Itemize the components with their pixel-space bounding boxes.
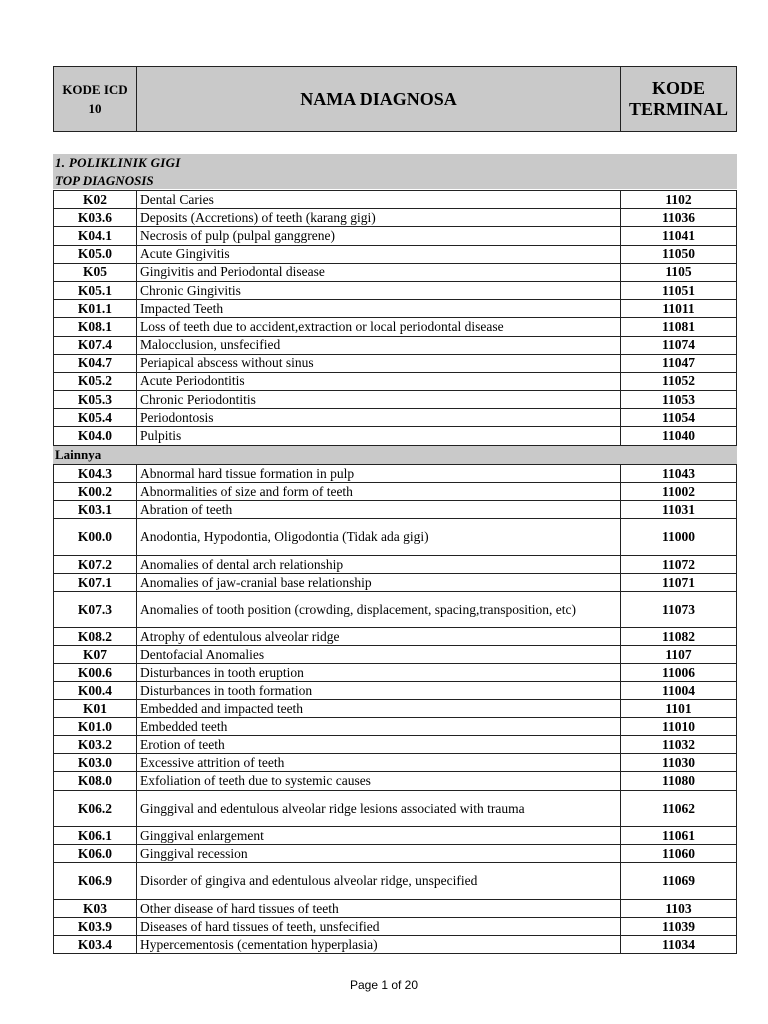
table-row [54, 427, 737, 445]
terminal-code: 11047 [621, 354, 737, 372]
terminal-code: 11032 [621, 736, 737, 754]
table-row [54, 263, 737, 281]
table-row [54, 772, 737, 791]
diagnosis-name: Disturbances in tooth eruption [137, 664, 621, 682]
diagnosis-name: Ginggival recession [137, 845, 621, 863]
terminal-code: 11053 [621, 391, 737, 409]
table-row [54, 519, 737, 556]
icd-code: K00.6 [54, 664, 137, 682]
page-number: Page 1 of 20 [349, 978, 419, 992]
table-row [54, 501, 737, 519]
terminal-code: 11051 [621, 281, 737, 299]
terminal-code: 11061 [621, 827, 737, 845]
icd-code: K05.3 [54, 391, 137, 409]
table-row [54, 700, 737, 718]
diagnosis-name: Diseases of hard tissues of teeth, unsfecified [137, 918, 621, 936]
icd-code: K00.2 [54, 483, 137, 501]
diagnosis-name: Ginggival and edentulous alveolar ridge lesions associated with trauma [137, 791, 621, 827]
header-kode-icd: KODE ICD 10 [54, 67, 137, 131]
icd-code: K03.4 [54, 936, 137, 954]
table-row [54, 465, 737, 483]
diagnosis-name: Impacted Teeth [137, 300, 621, 318]
diagnosis-name: Loss of teeth due to accident,extraction or local periodontal disease [137, 318, 621, 336]
terminal-code: 11004 [621, 682, 737, 700]
table-row [54, 372, 737, 390]
table-row [54, 845, 737, 863]
terminal-code: 11073 [621, 592, 737, 628]
table-row [54, 318, 737, 336]
diagnosis-name: Pulpitis [137, 427, 621, 445]
header-nama-diagnosa: NAMA DIAGNOSA [300, 88, 457, 109]
header-kode-terminal: KODE TERMINAL [620, 67, 736, 131]
table-row [54, 936, 737, 954]
terminal-code: 1101 [621, 700, 737, 718]
table-row [54, 209, 737, 227]
table-row [54, 918, 737, 936]
terminal-code: 11074 [621, 336, 737, 354]
table-row [54, 281, 737, 299]
icd-code: K08.1 [54, 318, 137, 336]
icd-code: K06.2 [54, 791, 137, 827]
icd-code: K03 [54, 900, 137, 918]
icd-code: K06.0 [54, 845, 137, 863]
table-row [54, 664, 737, 682]
icd-code: K01.1 [54, 300, 137, 318]
terminal-code: 11031 [621, 501, 737, 519]
icd-code: K02 [54, 191, 137, 209]
table-row [54, 827, 737, 845]
terminal-code: 11000 [621, 519, 737, 556]
top-diagnosis-label: TOP DIAGNOSIS [53, 172, 737, 189]
terminal-code: 11062 [621, 791, 737, 827]
diagnosis-name: Dentofacial Anomalies [137, 646, 621, 664]
icd-code: K05.2 [54, 372, 137, 390]
icd-code: K03.1 [54, 501, 137, 519]
diagnosis-name: Disorder of gingiva and edentulous alveolar ridge, unspecified [137, 863, 621, 900]
icd-code: K03.0 [54, 754, 137, 772]
icd-code: K07.4 [54, 336, 137, 354]
diagnosis-name: Anomalies of dental arch relationship [137, 556, 621, 574]
table-row [54, 574, 737, 592]
table-row [54, 900, 737, 918]
icd-code: K07.1 [54, 574, 137, 592]
diagnosis-name: Other disease of hard tissues of teeth [137, 900, 621, 918]
diagnosis-name: Atrophy of edentulous alveolar ridge [137, 628, 621, 646]
icd-code: K07.2 [54, 556, 137, 574]
terminal-code: 11006 [621, 664, 737, 682]
terminal-code: 11071 [621, 574, 737, 592]
terminal-code: 11036 [621, 209, 737, 227]
diagnosis-name: Deposits (Accretions) of teeth (karang gigi) [137, 209, 621, 227]
terminal-code: 11060 [621, 845, 737, 863]
diagnosis-name: Acute Periodontitis [137, 372, 621, 390]
other-diagnosis-table [53, 464, 737, 954]
table-row [54, 409, 737, 427]
icd-code: K01.0 [54, 718, 137, 736]
icd-code: K00.0 [54, 519, 137, 556]
terminal-code: 11082 [621, 628, 737, 646]
table-row [54, 592, 737, 628]
terminal-code: 11052 [621, 372, 737, 390]
terminal-code: 11081 [621, 318, 737, 336]
diagnosis-name: Abnormalities of size and form of teeth [137, 483, 621, 501]
icd-code: K05.0 [54, 245, 137, 263]
icd-code: K04.3 [54, 465, 137, 483]
diagnosis-name: Periapical abscess without sinus [137, 354, 621, 372]
terminal-code: 11010 [621, 718, 737, 736]
icd-code: K07.3 [54, 592, 137, 628]
terminal-code: 11040 [621, 427, 737, 445]
diagnosis-name: Abnormal hard tissue formation in pulp [137, 465, 621, 483]
icd-code: K03.2 [54, 736, 137, 754]
diagnosis-name: Gingivitis and Periodontal disease [137, 263, 621, 281]
table-row [54, 191, 737, 209]
top-diagnosis-table [53, 190, 737, 446]
diagnosis-name: Anomalies of tooth position (crowding, displacement, spacing,transposition, etc) [137, 592, 621, 628]
table-header [53, 66, 737, 132]
icd-code: K06.9 [54, 863, 137, 900]
diagnosis-name: Hypercementosis (cementation hyperplasia) [137, 936, 621, 954]
terminal-code: 11072 [621, 556, 737, 574]
diagnosis-name: Embedded teeth [137, 718, 621, 736]
diagnosis-name: Exfoliation of teeth due to systemic causes [137, 772, 621, 791]
terminal-code: 11054 [621, 409, 737, 427]
diagnosis-name: Ginggival enlargement [137, 827, 621, 845]
terminal-code: 1103 [621, 900, 737, 918]
other-diagnosis-label: Lainnya [53, 446, 737, 464]
icd-code: K08.2 [54, 628, 137, 646]
icd-code: K01 [54, 700, 137, 718]
terminal-code: 11069 [621, 863, 737, 900]
table-row [54, 483, 737, 501]
table-row [54, 227, 737, 245]
table-row [54, 391, 737, 409]
diagnosis-name: Erotion of teeth [137, 736, 621, 754]
terminal-code: 11080 [621, 772, 737, 791]
icd-code: K03.6 [54, 209, 137, 227]
terminal-code: 11002 [621, 483, 737, 501]
icd-code: K04.1 [54, 227, 137, 245]
table-row [54, 718, 737, 736]
table-row [54, 682, 737, 700]
icd-code: K04.7 [54, 354, 137, 372]
diagnosis-name: Disturbances in tooth formation [137, 682, 621, 700]
icd-code: K06.1 [54, 827, 137, 845]
table-row [54, 336, 737, 354]
diagnosis-name: Anomalies of jaw-cranial base relationship [137, 574, 621, 592]
terminal-code: 11041 [621, 227, 737, 245]
table-row [54, 556, 737, 574]
table-row [54, 646, 737, 664]
table-row [54, 791, 737, 827]
terminal-code: 1107 [621, 646, 737, 664]
terminal-code: 11011 [621, 300, 737, 318]
terminal-code: 11050 [621, 245, 737, 263]
table-row [54, 300, 737, 318]
diagnosis-name: Chronic Periodontitis [137, 391, 621, 409]
icd-code: K05.1 [54, 281, 137, 299]
diagnosis-name: Malocclusion, unsfecified [137, 336, 621, 354]
diagnosis-name: Embedded and impacted teeth [137, 700, 621, 718]
icd-code: K00.4 [54, 682, 137, 700]
diagnosis-name: Chronic Gingivitis [137, 281, 621, 299]
icd-code: K05 [54, 263, 137, 281]
terminal-code: 1102 [621, 191, 737, 209]
diagnosis-name: Dental Caries [137, 191, 621, 209]
table-row [54, 754, 737, 772]
diagnosis-name: Periodontosis [137, 409, 621, 427]
icd-code: K07 [54, 646, 137, 664]
section-title: 1. POLIKLINIK GIGI [53, 154, 737, 172]
diagnosis-name: Excessive attrition of teeth [137, 754, 621, 772]
table-row [54, 245, 737, 263]
diagnosis-name: Necrosis of pulp (pulpal ganggrene) [137, 227, 621, 245]
icd-code: K04.0 [54, 427, 137, 445]
diagnosis-name: Anodontia, Hypodontia, Oligodontia (Tidak ada gigi) [137, 519, 621, 556]
terminal-code: 11030 [621, 754, 737, 772]
icd-code: K08.0 [54, 772, 137, 791]
terminal-code: 11034 [621, 936, 737, 954]
icd-code: K05.4 [54, 409, 137, 427]
table-row [54, 863, 737, 900]
table-row [54, 628, 737, 646]
diagnosis-name: Acute Gingivitis [137, 245, 621, 263]
table-row [54, 736, 737, 754]
terminal-code: 11039 [621, 918, 737, 936]
diagnosis-name: Abration of teeth [137, 501, 621, 519]
table-row [54, 354, 737, 372]
terminal-code: 1105 [621, 263, 737, 281]
icd-code: K03.9 [54, 918, 137, 936]
terminal-code: 11043 [621, 465, 737, 483]
